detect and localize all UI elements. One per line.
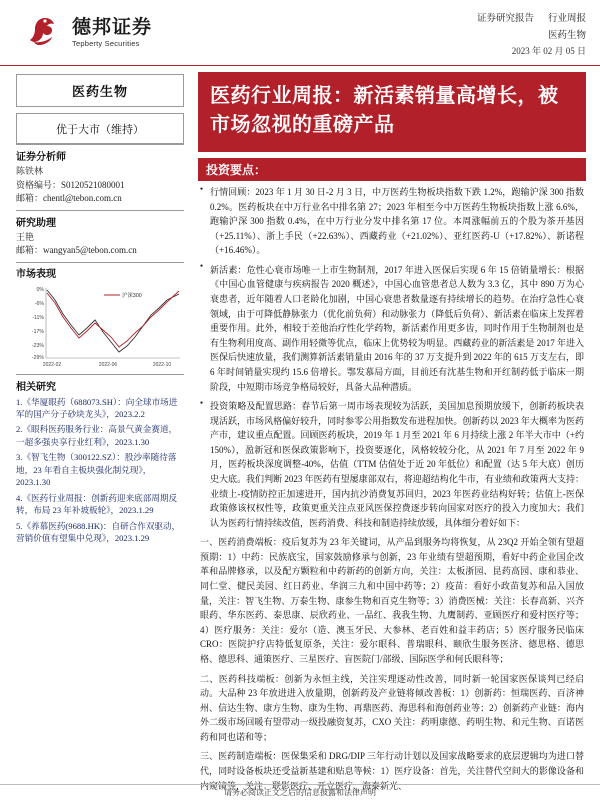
brand-logo <box>20 6 152 54</box>
assistant-line: 王艳 <box>16 231 35 242</box>
investment-points-head: 投资要点： <box>198 158 586 181</box>
svg-text:-6%: -6% <box>34 300 44 307</box>
sector-title: 医药生物 <box>71 84 128 99</box>
page-title: 医药行业周报：新活素销量高增长，被市场忽视的重磅产品 <box>210 85 559 136</box>
svg-text:-17%: -17% <box>31 328 44 335</box>
svg-text:-23%: -23% <box>31 342 44 349</box>
analyst-head: 证券分析师 <box>16 144 184 165</box>
market-chart-head: 市场表现 <box>16 268 56 280</box>
list-item[interactable]: 5.《养慕医药(9688.HK)：自研合作双驱动，营销价值有望集中兑现》，2023.1.29 <box>16 520 181 544</box>
page-header <box>0 0 600 66</box>
list-item: ● 投资策略及配置思路：春节后第一周市场表现较为活跃，美国加息预期放缓下，创新药板块表现活跃，市场风格偏好较升，同时参零公用指数发布进程加快。创新药以 2023 年大概率为医药产市，建议重点配置。回顾医药板块，2019 年 1 月至 2021 年 6 月持续上涨 2 年半大市中（+约 150%），盈新冠和医保政策影响下，投资要逐化，风格较较分化，从 2021 年 7 月至 2022 年 9 月，医药板块深度调整-40%，估值（TTM 估值处于近 20 年低位）和配置（达 5 年大底）创历史大底。我们判断 2023 年医药有望屡康部双右，将迎超结构化牛市，有业绩和政策两大支持：业绩上-疫情防控正加速进开，国内抗沙消费复苏回归，2023 年医药业结构好转；估值上-医保政策修该权权性等，政策更重关注点亚风医保控费逐步转向国家对医疗的投入力度加大；我们认为医药行情持续改值，医药消费、科技和制造持续放缓，具体细分着好如下： <box>200 399 584 530</box>
svg-text:2022-06: 2022-06 <box>98 361 118 368</box>
market-performance-chart <box>16 282 184 374</box>
svg-text:2022-02: 2022-02 <box>42 361 62 368</box>
report-type-label: 证券研究报告 <box>476 14 534 24</box>
list-item[interactable]: 3.《智飞生物（300122.SZ）：股沙率随待落地，23 年看自主板块强化制兑现》，2023.1.30 <box>16 452 177 488</box>
assistant-head: 研究助理 <box>16 210 184 231</box>
logo-mark-icon <box>20 6 68 54</box>
report-title-bar <box>198 72 586 152</box>
paragraph: 三、医药制造端板：医保集采和 DRG/DIP 三年行动计划以及国家战略要求的底层逻辑均为进口替代，同时设备板块还受益新基建和贴息等候：1）医疗设备：首先，关注替代空间大的影像设备和内窥镜等，关注：联影医疗、开立医疗、海泰新光、 <box>200 751 584 791</box>
header-meta <box>477 10 586 57</box>
paragraph: 一、医药消费端板：疫后复苏为 23 年关键词，从产品到服务均将恢复，从 23Q2 开始全领有望超预期：1）中药：民族底宝，国家鼓励修承与创新，23 年业绩有望超预期，看好中药企业国企改革和品牌修承，以及配方颗粒和中药新药的创新方向，关注：太板浙园、昆药高园、康和恭业、同仁堂、健民美园、红日药业、华润三九和中国中药等；2）疫苗：看好小政苗复苏和品入国放量，关注：智飞生物、万泰生物、康参生物和百克生物等；3）消费医械：关注：长春高新、兴齐眼药、华东医药、泰思康、辰欣药业、一品红、我我生物、九鹰制药、亚顾医疗和爱村医疗等；4）医疗服务：关注：爱尔（造、澳玉牙民、大参林、老百姓和益丰药店；5）医疗服务民临床 CRO：医院护疗店特低复原条，关注：爱尔眼科、普瑞眼科、颐欣生服务医济、德思格、德思格、德思科、通策医疗、三星医疗、盲医院门/部级、国际医学和何氏眼科等； <box>200 537 584 664</box>
list-item[interactable]: 4.《医药行业周报：创新药迎来底部周期反转，布局 23 年补坡板轮》，2023.1.29 <box>16 492 178 516</box>
svg-text:-11%: -11% <box>32 314 44 321</box>
assistant-email[interactable]: 邮箱：wangyan5@tebon.com.cn <box>16 245 137 255</box>
assistant-section <box>16 210 184 258</box>
page-footer: 请务必阅读正文之后的信息披露和法律声明 <box>0 784 600 798</box>
rating-box <box>16 113 184 144</box>
list-item: ● 新活素：危性心衰市场唯一上市生物制剂，2017 年进入医保后实现 6 年 15 倍销量增长：根据《中国心血管健康与疾病报告 2020 概述》，中国心血管患者总人数为 3.3 亿，其中 890 万为心衰患者，近年随着人口老龄化加剧，中国心衰患者数量逐有持续增长的趋势。在治疗急性心衰领域，由于可降低静脉张力（优化前负荷）和动脉张力（降低后负荷）、新活素在临床上发挥着重要作用。此外，相较于差他治疗性化学药物，新活素作用更多齿，同时作用于生物制剂也是有生物利用度高、副作用轻微等优点，临床上优势较为明显。西藏药业的新活素是 2017 年进入医保后快速放量，我们测算新活素销量由 2016 年的 37 万支提升到 2022 年的 615 万支左右，即 6 年时间销量实现约 15.6 倍增长。鄂发慕局方面，目前还有沈基生物和开红制药低于临床一期阶段，中短期市场竞争格局较好，具备大品种潜质。 <box>200 263 584 394</box>
rating-value: 优于大市（维持） <box>56 124 144 136</box>
brand-name-en: Tepberty Securities <box>72 39 140 48</box>
report-date: 2023 年 02 月 05 日 <box>511 46 586 56</box>
svg-text:2022-10: 2022-10 <box>152 361 172 368</box>
brand-name-cn: 德邦证券 <box>72 17 153 38</box>
list-item[interactable]: 1.《华厦眼药（688073.SH）：向全球市场进军的国产分子砂块龙头》，2023.2.2 <box>16 396 178 419</box>
industry-label: 医药生物 <box>547 31 586 41</box>
doc-kind-label: 行业周报 <box>547 14 586 24</box>
paragraph: 二、医药科技端板：创新为永恒主线，关注实理逐动性改善，同时新一轮国家医保谈判已经启动。大品种 23 年放进进入放量期，创新药及产业链将倾改善板：1）创新药：恒瑞医药、百济神州、信达生物、康方生物、康为生物、再鼎医药、海思科和海创药业等；2）创新药产业链：海内外二级市场回暖有望带动一级投融资复苏，CXO 关注：药明康德、药明生物、和元生物、百诺医药和同也诺和等； <box>200 673 584 742</box>
analyst-email[interactable]: 邮箱：chentl@tebon.com.cn <box>16 193 122 203</box>
svg-text:沪深300: 沪深300 <box>122 292 142 299</box>
list-item[interactable]: 2.《眼科医药服务行业：高景气黄金赛道，一超多强央享行业红利》，2023.1.30 <box>16 424 178 447</box>
svg-text:-29%: -29% <box>31 354 44 361</box>
analyst-line: 陈铁林 <box>16 166 44 176</box>
market-chart-section <box>16 262 184 374</box>
investment-points <box>198 181 586 793</box>
related-research-head: 相关研究 <box>16 381 56 393</box>
sidebar <box>0 66 192 798</box>
list-item: ● 行情回顾：2023 年 1 月 30 日-2 月 3 日，中万医药生物板块指数下跌 1.2%，跑输沪深 300 指数 0.2%。医药板块在中万行业名中排名第 27；2023 年相至今中万医药生物板块指数上涨 6.6%，跑输沪深 300 指数 0.4%，在中万行业分发中排名第 17 位。本周涨幅前五的个股为茶开基因（+25.11%）、浙上手民（+22.63%）、西藏药业（+21.02%）、亚红医药-U（+17.82%）、新诺程（+16.46%）。 <box>200 185 584 258</box>
analyst-line: 资格编号：S0120521080001 <box>16 179 125 190</box>
page-body <box>0 66 600 798</box>
related-research-section <box>16 374 184 545</box>
main-content <box>192 66 600 798</box>
svg-text:0%: 0% <box>36 286 44 293</box>
analyst-section <box>16 144 184 206</box>
sector-box <box>16 74 184 107</box>
